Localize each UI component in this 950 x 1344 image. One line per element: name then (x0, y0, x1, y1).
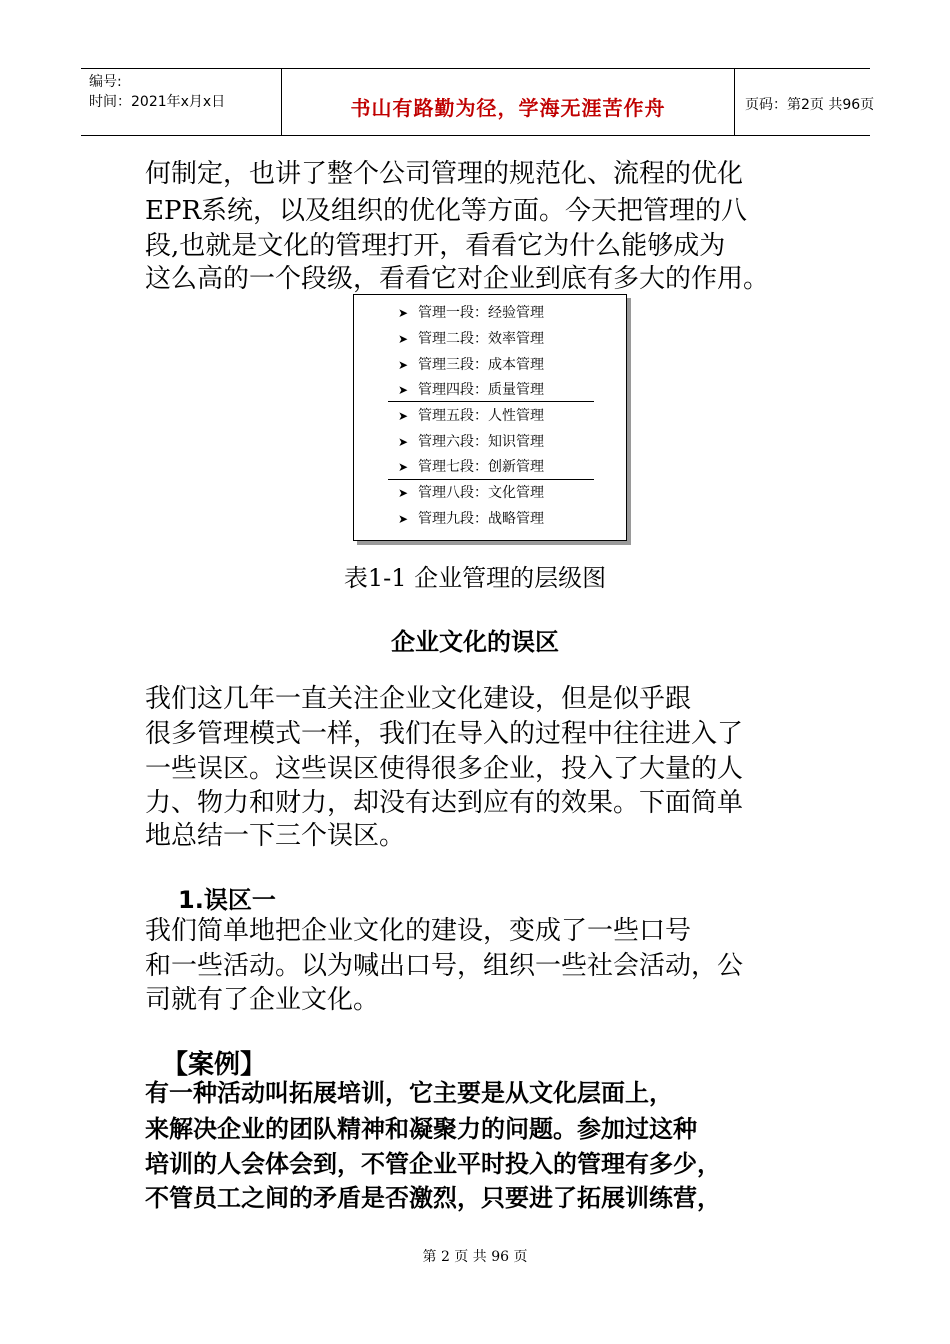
case-line: 不管员工之间的矛盾是否激烈，只要进了拓展训练营， (145, 1183, 721, 1212)
arrow-icon: ➤ (398, 486, 409, 500)
management-levels-figure (353, 294, 627, 541)
figure-item-label: 管理六段：知识管理 (418, 434, 544, 450)
arrow-icon: ➤ (398, 383, 409, 397)
figure-item-label: 管理三段：成本管理 (418, 357, 544, 373)
paragraph-line: 一些误区。这些误区使得很多企业，投入了大量的人 (145, 754, 744, 784)
arrow-icon: ➤ (398, 306, 409, 320)
motto: 书山有路勤为径，学海无涯苦作舟 (350, 96, 666, 120)
figure-item (398, 484, 544, 502)
arrow-icon: ➤ (398, 409, 409, 423)
figure-item-label: 管理五段：人性管理 (418, 408, 544, 424)
header-page-cell (735, 69, 875, 135)
figure-item (398, 356, 544, 374)
case-title: 【案例】 (162, 1050, 267, 1080)
figure-item-label: 管理二段：效率管理 (418, 331, 544, 347)
arrow-icon: ➤ (398, 460, 409, 474)
figure-item-label: 管理八段：文化管理 (418, 485, 544, 501)
figure-item-label: 管理一段：经验管理 (418, 305, 544, 321)
figure-item (398, 458, 544, 476)
page-info: 页码：第2页 共96页 (745, 97, 875, 113)
arrow-icon: ➤ (398, 358, 409, 372)
section-title: 企业文化的误区 (391, 628, 559, 656)
case-line: 有一种活动叫拓展培训，它主要是从文化层面上， (145, 1078, 673, 1107)
paragraph-line: 很多管理模式一样，我们在导入的过程中往往进入了 (145, 719, 744, 749)
figure-item (398, 330, 544, 348)
figure-item (398, 381, 544, 399)
figure-item-label: 管理七段：创新管理 (418, 459, 544, 475)
paragraph-line: 我们简单地把企业文化的建设，变成了一些口号 (145, 916, 692, 946)
figure-divider (388, 401, 594, 402)
intro-line: 何制定，也讲了整个公司管理的规范化、流程的优化 (145, 159, 744, 189)
header-meta-cell (81, 69, 282, 135)
paragraph-line: 和一些活动。以为喊出口号，组织一些社会活动，公 (145, 951, 744, 981)
page-header (81, 68, 875, 136)
subsection-title: 1.误区一 (178, 886, 276, 914)
header-motto-cell (282, 69, 735, 135)
arrow-icon: ➤ (398, 332, 409, 346)
case-line: 来解决企业的团队精神和凝聚力的问题。参加过这种 (145, 1114, 697, 1143)
paragraph-line: 地总结一下三个误区。 (145, 821, 406, 851)
figure-divider (388, 479, 594, 480)
figure-item (398, 433, 544, 451)
paragraph-line: 力、物力和财力，却没有达到应有的效果。下面简单 (145, 788, 744, 818)
intro-line: 这么高的一个段级，看看它对企业到底有多大的作用。 (145, 264, 770, 294)
arrow-icon: ➤ (398, 435, 409, 449)
intro-line: EPR系统，以及组织的优化等方面。今天把管理的八 (145, 196, 748, 226)
figure-item (398, 407, 544, 425)
time-label: 时间：2021年x月x日 (89, 94, 226, 110)
paragraph-line: 司就有了企业文化。 (145, 985, 380, 1015)
arrow-icon: ➤ (398, 512, 409, 526)
figure-item (398, 304, 544, 322)
figure-item (398, 510, 544, 528)
intro-line: 段,也就是文化的管理打开，看看它为什么能够成为 (145, 231, 726, 261)
figure-item-label: 管理四段：质量管理 (418, 382, 544, 398)
figure-item-label: 管理九段：战略管理 (418, 511, 544, 527)
page-footer: 第 2 页 共 96 页 (422, 1249, 528, 1265)
figure-caption: 表1-1 企业管理的层级图 (343, 564, 607, 592)
case-line: 培训的人会体会到，不管企业平时投入的管理有多少， (145, 1149, 721, 1178)
number-label: 编号: (89, 74, 122, 90)
paragraph-line: 我们这几年一直关注企业文化建设，但是似乎跟 (145, 684, 692, 714)
